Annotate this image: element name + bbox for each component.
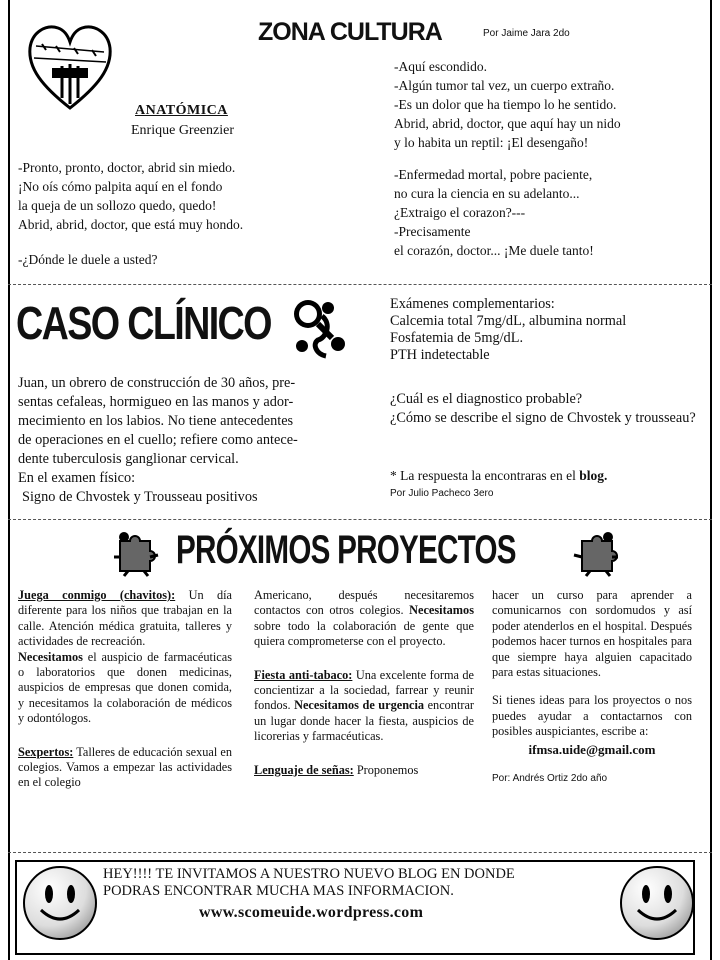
question-2: ¿Cómo se describe el signo de Chvostek y trousseau? [390, 410, 696, 426]
frame-right [710, 0, 712, 960]
projects-column-3 [492, 588, 692, 786]
poem-line: la queja de un sollozo quedo, quedo! [18, 198, 217, 213]
exam-label: En el examen físico: [18, 470, 136, 486]
lab-line: PTH indetectable [390, 347, 490, 363]
blog-url-link[interactable]: www.scomeuide.wordpress.com [199, 904, 424, 921]
contact-email[interactable]: ifmsa.uide@gmail.com [528, 741, 656, 757]
poem-line: -Enfermedad mortal, pobre paciente, [394, 167, 593, 182]
project-sexpertos-cont: Americano, después necesitaremos contactos con otros colegios. Necesitamos sobre todo la colaboración de gente que quiera comprometerse con el proyecto. [254, 588, 474, 649]
question-1: ¿Cuál es el diagnostico probable? [390, 391, 583, 407]
section-divider [8, 852, 712, 853]
project-juega-title: Juega conmigo (chavitos): [18, 588, 176, 602]
poem-right-stanza-1 [394, 57, 704, 152]
project-fiesta-title: Fiesta anti-tabaco: [254, 667, 353, 682]
lab-line: Exámenes complementarios: [390, 296, 555, 312]
case-description [18, 374, 373, 507]
smiley-face-icon [620, 866, 694, 940]
projects-column-1 [18, 588, 232, 804]
smiley-face-icon [23, 866, 97, 940]
poem-line: Abrid, abrid, doctor, que está muy hondo. [18, 217, 244, 232]
project-sexpertos-title: Sexpertos: [18, 744, 74, 759]
project-senas-title: Lenguaje de señas: [254, 762, 354, 777]
needs-label: Necesitamos [409, 603, 474, 618]
poem-line: y lo habita un reptil: ¡El desengaño! [394, 135, 589, 150]
poem-line: -Precisamente [394, 224, 471, 239]
ideas-text: Si tienes ideas para los proyectos o nos puedes ayudar a contactarnos con posibles auspiciantes, escribe a: [492, 693, 692, 739]
poem-line: ¿Extraigo el corazon?--- [394, 205, 526, 220]
poem-line: ¡No oís cómo palpita aquí en el fondo [18, 179, 223, 194]
case-line: dente tuberculosis ganglionar cervical. [18, 451, 239, 467]
zona-cultura-byline: Por Jaime Jara 2do [483, 28, 570, 39]
answer-prefix: * La respuesta la encontraras en el [390, 468, 580, 483]
case-line: sentas cefaleas, hormigueo en las manos y ador- [18, 394, 294, 410]
section-divider [8, 519, 712, 520]
poem-line: -Es un dolor que ha tiempo lo he sentido. [394, 97, 617, 112]
needs-label: Necesitamos [18, 649, 83, 664]
magnifier-figure-icon [282, 294, 354, 360]
poem-line: Abrid, abrid, doctor, que aquí hay un nido [394, 116, 621, 131]
poem-line: -Algún tumor tal vez, un cuerpo extraño. [394, 78, 615, 93]
blog-invite-line-2: PODRAS ENCONTRAR MUCHA MAS INFORMACION. [103, 883, 454, 899]
exam-finding: Signo de Chvostek y Trousseau positivos [22, 489, 258, 505]
poem-right-stanza-2 [394, 165, 704, 260]
frame-left [8, 0, 10, 960]
project-sexpertos: Sexpertos: Talleres de educación sexual en colegios. Vamos a empezar las actividades en el colegio [18, 744, 232, 790]
answer-note [390, 468, 607, 484]
poem-left-stanza-2: -¿Dónde le duele a usted? [18, 252, 158, 267]
answer-blog-link[interactable]: blog. [579, 468, 608, 483]
poem-line: -Pronto, pronto, doctor, abrid sin miedo. [18, 160, 236, 175]
caso-clinico-byline: Por Julio Pacheco 3ero [390, 488, 494, 499]
proximos-byline: Por: Andrés Ortiz 2do año [492, 773, 608, 785]
case-line: mecimiento en los labios. No tiene antecedentes [18, 413, 294, 429]
case-questions [390, 390, 708, 428]
case-line: Juan, un obrero de construcción de 30 años, pre- [18, 375, 296, 391]
lab-line: Calcemia total 7mg/dL, albumina normal [390, 313, 627, 329]
poem-author: Enrique Greenzier [131, 123, 234, 138]
blog-invitation [103, 866, 613, 921]
poem-line: el corazón, doctor... ¡Me duele tanto! [394, 243, 594, 258]
project-senas-cont: hacer un curso para aprender a comunicarnos con sordomudos y así poder atenderlos en el hospital. Después podemos hacer turnos en hospitales para que siempre haya alguien capacitado para estas situaciones. [492, 588, 692, 680]
poem-left-stanza-1 [18, 158, 358, 234]
project-fiesta: Fiesta anti-tabaco: Una excelente forma de concientizar a la sociedad, farrear y reunir fondos. Necesitamos de urgencia encontrar un lugar donde hacer la fiesta, auspicios de licorerias y farmacéuticas. [254, 667, 475, 744]
proximos-title: PRÓXIMOS PROYECTOS [176, 528, 516, 572]
project-senas: Lenguaje de señas: Proponemos [254, 762, 419, 777]
needs-urgent-label: Necesitamos de urgencia [294, 698, 425, 713]
puzzle-figure-icon [572, 527, 622, 577]
puzzle-figure-icon [110, 527, 160, 577]
projects-column-2 [254, 588, 474, 791]
zona-cultura-title: ZONA CULTURA [258, 18, 442, 46]
case-line: de operaciones en el cuello; refiere como antece- [18, 432, 298, 448]
barbed-heart-icon [22, 18, 118, 114]
project-juega: Juega conmigo (chavitos): Un día diferente para los niños que trabajan en la calle. Atención médica gratuita, talleres y actividades de recreación. Necesitamos el auspicio de farmacéuticas o laboratorios que donen medicinas, auspicios de empresas que donen comida, y necesitamos la colaboración de médicos y odontólogos. [18, 588, 232, 726]
section-divider [8, 284, 712, 285]
lab-results [390, 296, 710, 364]
blog-invite-line-1: HEY!!!! TE INVITAMOS A NUESTRO NUEVO BLOG EN DONDE [103, 866, 515, 882]
poem-line: no cura la ciencia en su adelanto... [394, 186, 580, 201]
lab-line: Fosfatemia de 5mg/dL. [390, 330, 524, 346]
caso-clinico-title: CASO CLÍNICO [16, 297, 271, 349]
poem-title: ANATÓMICA [135, 103, 228, 118]
poem-line: -Aquí escondido. [394, 59, 487, 74]
